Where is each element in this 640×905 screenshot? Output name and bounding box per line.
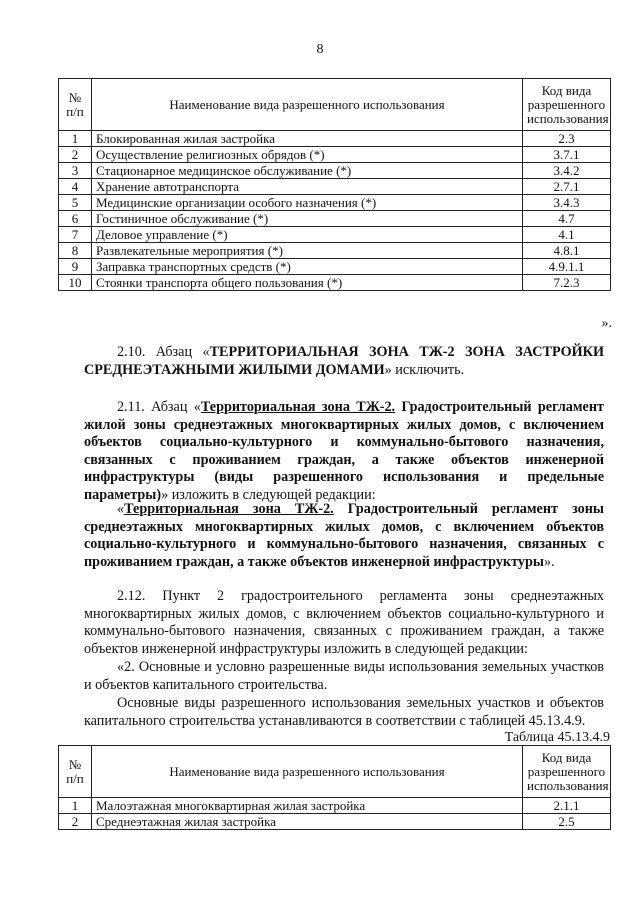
row-code: 2.1.1 bbox=[523, 798, 611, 814]
table-row bbox=[59, 275, 611, 291]
table-row bbox=[59, 814, 611, 830]
row-name: Малоэтажная многоквартирная жилая застройка bbox=[92, 798, 523, 814]
paragraph-2-12: 2.12. Пункт 2 градостроительного регламента зоны среднеэтажных многоквартирных жилых домов, с включением объектов социально-культурного и коммунально-бытового назначения, связанных с проживанием граждан, а также объектов инженерной инфраструктуры изложить в следующей редакции: bbox=[84, 588, 604, 657]
table-row bbox=[59, 179, 611, 195]
header-num: № п/п bbox=[59, 746, 92, 798]
row-number: 4 bbox=[59, 179, 92, 195]
row-number: 2 bbox=[59, 814, 92, 830]
p211-zone-name: Территориальная зона ТЖ-2. bbox=[200, 399, 396, 415]
p211new-lead: « bbox=[117, 501, 125, 517]
row-code: 3.4.2 bbox=[523, 163, 611, 179]
p210-bold: ТЕРРИТОРИАЛЬНАЯ ЗОНА ТЖ-2 ЗОНА ЗАСТРОЙКИ СРЕДНЕЭТАЖНЫМИ ЖИЛЫМИ ДОМАМИ bbox=[84, 344, 604, 378]
row-number: 8 bbox=[59, 243, 92, 259]
row-number: 5 bbox=[59, 195, 92, 211]
row-code: 7.2.3 bbox=[523, 275, 611, 291]
row-code: 4.1 bbox=[523, 227, 611, 243]
row-number: 7 bbox=[59, 227, 92, 243]
row-number: 3 bbox=[59, 163, 92, 179]
row-name: Заправка транспортных средств (*) bbox=[92, 259, 523, 275]
p211-bold: Градостроительный регламент жилой зоны среднеэтажных многоквартирных жилых домов, с включением объектов социально-культурного и коммунально-бытового назначения, связанных с проживанием граждан, а также объектов инженерной инфраструктуры (виды разрешенного использования и предельные параметры) bbox=[84, 399, 604, 503]
row-name: Хранение автотранспорта bbox=[92, 179, 523, 195]
row-number: 2 bbox=[59, 147, 92, 163]
row-code: 4.7 bbox=[523, 211, 611, 227]
table-2-body bbox=[59, 798, 611, 830]
p211new-tail: ». bbox=[543, 553, 555, 570]
row-number: 10 bbox=[59, 275, 92, 291]
land-use-table-2 bbox=[58, 745, 611, 830]
land-use-table-1 bbox=[58, 78, 611, 291]
paragraph-2-11-new bbox=[84, 501, 604, 571]
row-name: Развлекательные мероприятия (*) bbox=[92, 243, 523, 259]
table-row bbox=[59, 163, 611, 179]
row-number: 1 bbox=[59, 131, 92, 147]
row-name: Гостиничное обслуживание (*) bbox=[92, 211, 523, 227]
row-name: Деловое управление (*) bbox=[92, 227, 523, 243]
row-name: Среднеэтажная жилая застройка bbox=[92, 814, 523, 830]
table-row bbox=[59, 195, 611, 211]
table-row bbox=[59, 211, 611, 227]
row-name: Медицинские организации особого назначения (*) bbox=[92, 195, 523, 211]
row-code: 2.7.1 bbox=[523, 179, 611, 195]
row-name: Осуществление религиозных обрядов (*) bbox=[92, 147, 523, 163]
table-row bbox=[59, 147, 611, 163]
table-row bbox=[59, 798, 611, 814]
header-num: № п/п bbox=[59, 79, 92, 131]
row-code: 2.3 bbox=[523, 131, 611, 147]
p211new-bold: Градостроительный регламент зоны среднеэтажных многоквартирных жилых домов, с включением объектов социально-культурного и коммунально-бытового назначения, связанных с проживанием граждан, а также объектов инженерной инфраструктуры bbox=[84, 501, 604, 570]
page-number: 8 bbox=[316, 42, 324, 57]
header-code: Код вида разрешенного использования bbox=[523, 79, 611, 131]
p210-tail: » исключить. bbox=[384, 361, 465, 378]
row-code: 4.9.1.1 bbox=[523, 259, 611, 275]
row-code: 2.5 bbox=[523, 814, 611, 830]
p210-lead: 2.10. Абзац « bbox=[117, 344, 210, 360]
row-name: Стационарное медицинское обслуживание (*) bbox=[92, 163, 523, 179]
p211-lead: 2.11. Абзац « bbox=[117, 399, 201, 415]
row-name: Стоянки транспорта общего пользования (*) bbox=[92, 275, 523, 291]
table-2-caption: Таблица 45.13.4.9 bbox=[504, 730, 610, 745]
row-number: 9 bbox=[59, 259, 92, 275]
row-code: 3.4.3 bbox=[523, 195, 611, 211]
header-name: Наименование вида разрешенного использования bbox=[92, 79, 523, 131]
closing-mark: ». bbox=[601, 316, 612, 331]
table-1-body bbox=[59, 131, 611, 291]
p211new-zone-name: Территориальная зона ТЖ-2. bbox=[124, 501, 334, 517]
paragraph-2-12-main: Основные виды разрешенного использования земельных участков и объектов капитального строительства устанавливаются в соответствии с таблицей 45.13.4.9. bbox=[84, 695, 604, 729]
header-code: Код вида разрешенного использования bbox=[523, 746, 611, 798]
paragraph-2-12-quote: «2. Основные и условно разрешенные виды использования земельных участков и объектов капитального строительства. bbox=[84, 659, 604, 693]
table-row bbox=[59, 227, 611, 243]
paragraph-2-10 bbox=[84, 344, 604, 379]
table-row bbox=[59, 259, 611, 275]
p211-tail: » изложить в следующей редакции: bbox=[161, 486, 376, 503]
paragraph-2-11 bbox=[84, 399, 604, 505]
row-code: 3.7.1 bbox=[523, 147, 611, 163]
header-name: Наименование вида разрешенного использования bbox=[92, 746, 523, 798]
table-row bbox=[59, 243, 611, 259]
table-row bbox=[59, 131, 611, 147]
row-number: 1 bbox=[59, 798, 92, 814]
row-name: Блокированная жилая застройка bbox=[92, 131, 523, 147]
row-number: 6 bbox=[59, 211, 92, 227]
row-code: 4.8.1 bbox=[523, 243, 611, 259]
